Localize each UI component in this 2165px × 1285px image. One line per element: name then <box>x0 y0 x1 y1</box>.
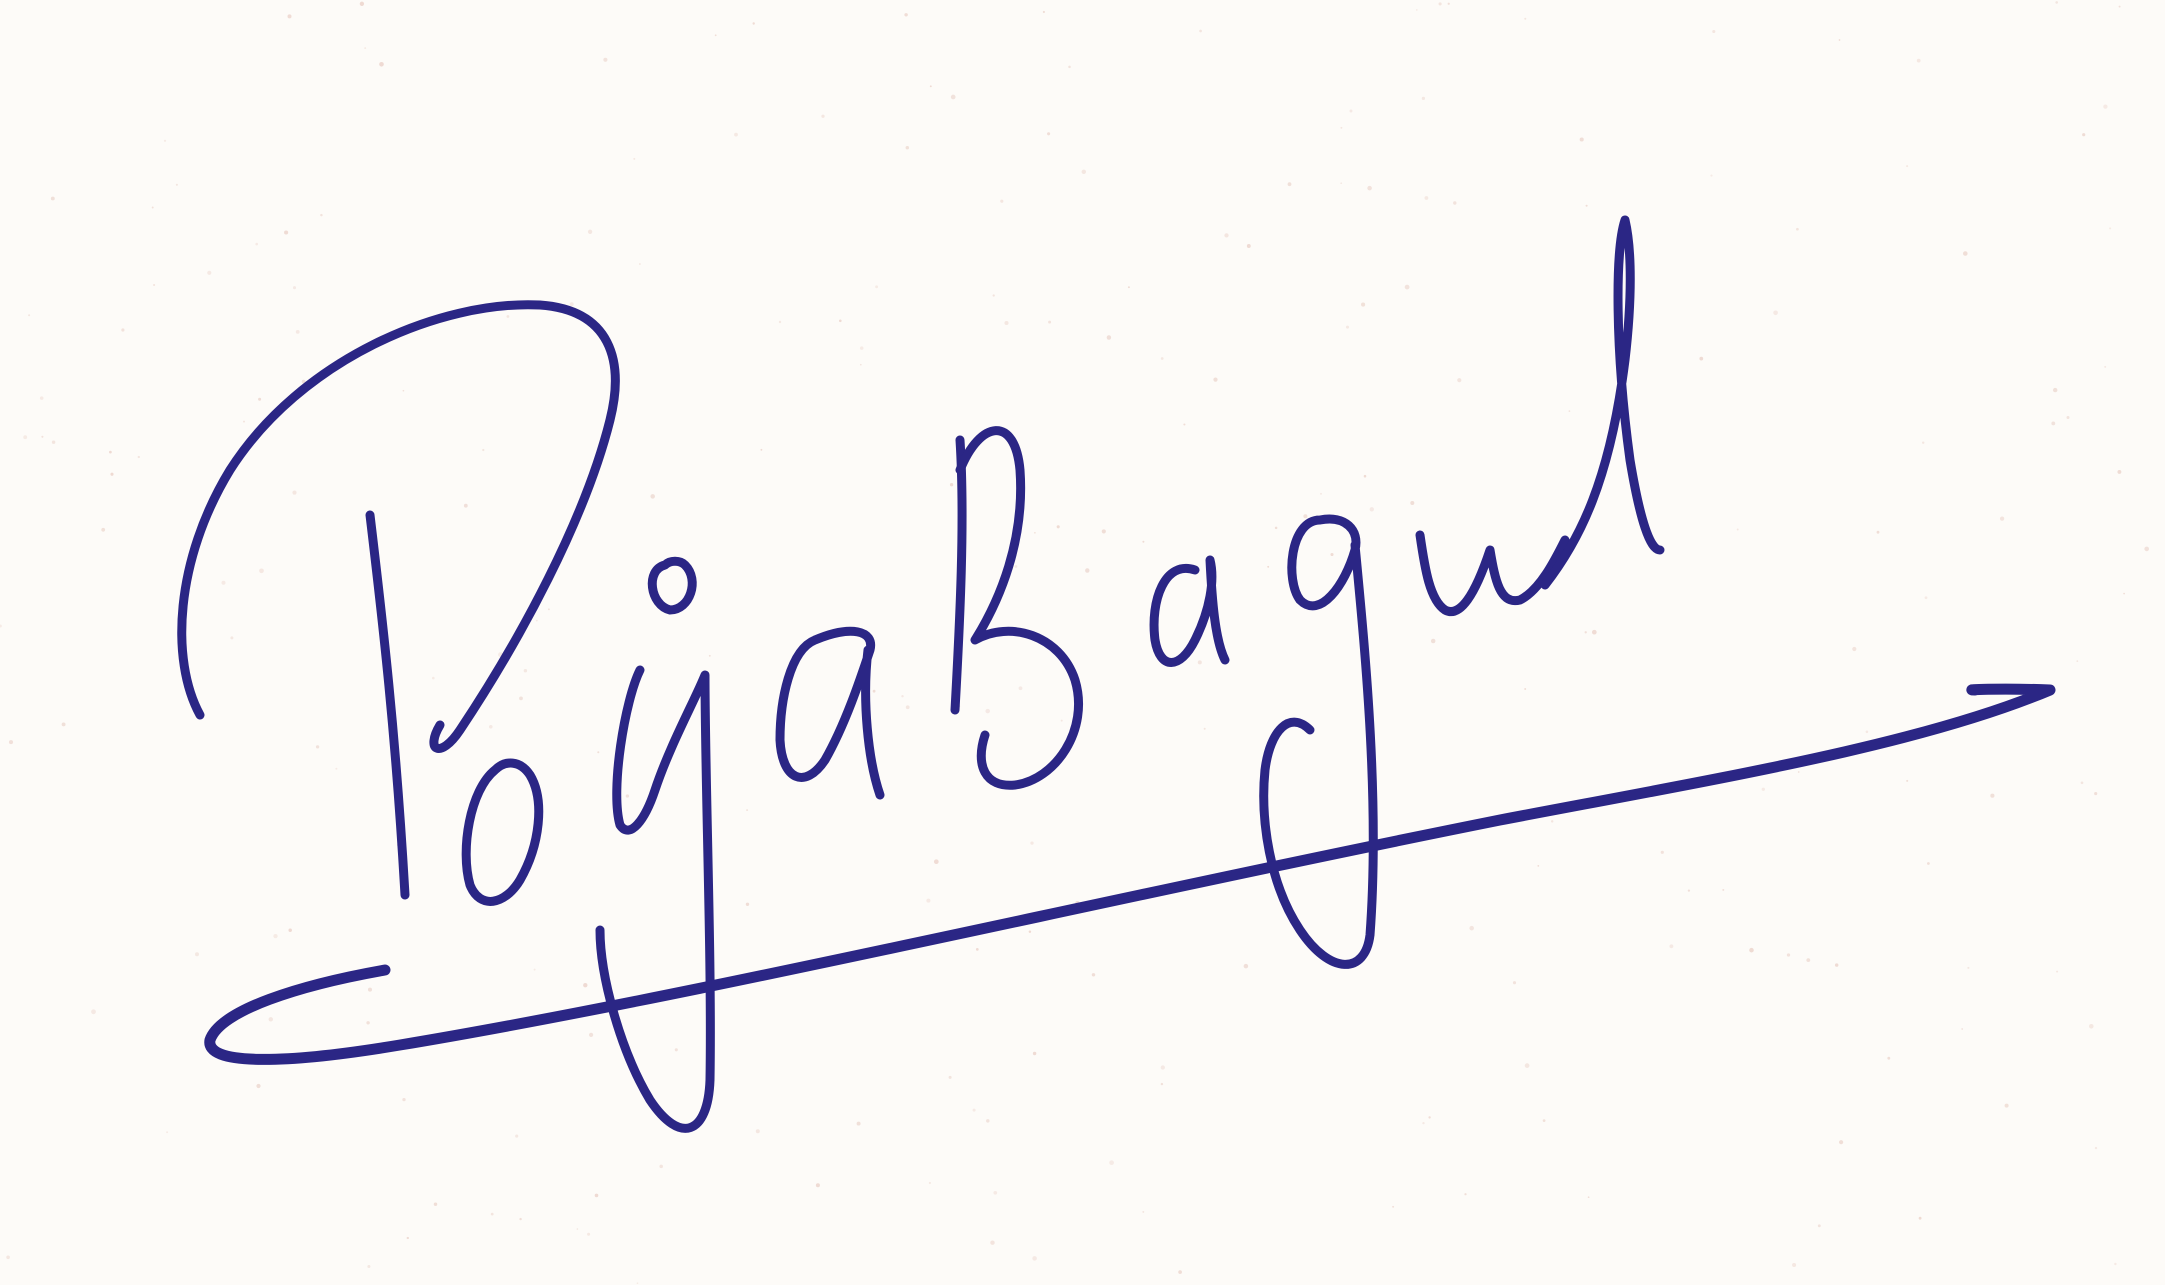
stroke-g <box>1264 519 1374 964</box>
stroke-b-stem <box>955 440 962 710</box>
stroke-j <box>600 670 710 1128</box>
stroke-u <box>1420 535 1565 612</box>
stroke-o-2 <box>652 561 692 610</box>
stroke-a <box>780 631 880 795</box>
stroke-p-arc <box>182 305 616 749</box>
stroke-o-1 <box>466 763 539 901</box>
stroke-p-stem <box>370 515 405 895</box>
stroke-b-bowls <box>960 431 1079 786</box>
stroke-l <box>1545 220 1660 585</box>
stroke-underline <box>210 689 2050 1059</box>
stroke-a-2 <box>1154 560 1225 663</box>
